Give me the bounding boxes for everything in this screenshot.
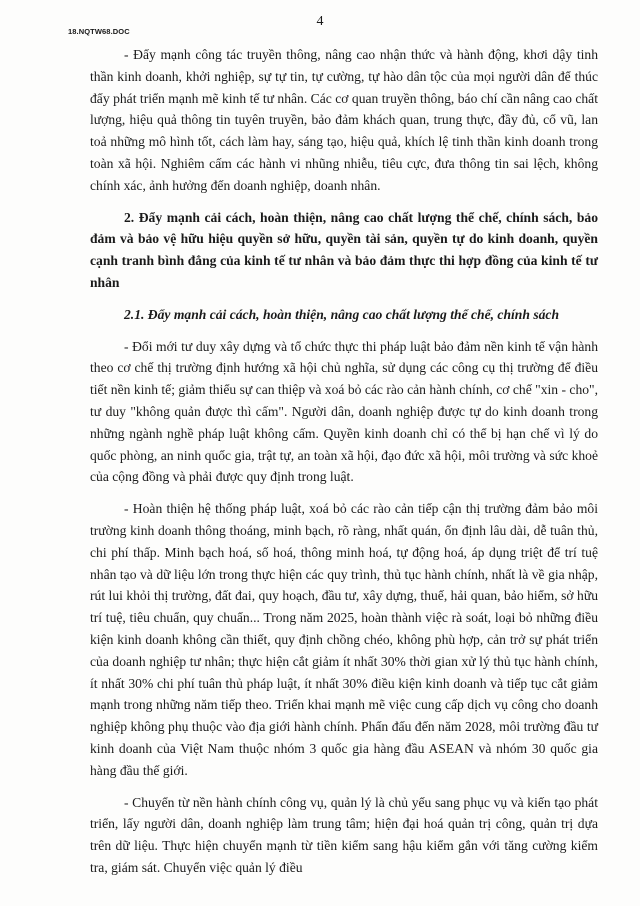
paragraph-communication: - Đẩy mạnh công tác truyền thông, nâng cao nhận thức và hành động, khơi dậy tinh thần kinh doanh, khởi nghiệp, sự tự tin, tự cường, tự hào dân tộc của mọi người dân để thúc đẩy phát triển mạnh mẽ kinh tế tư nhân. Các cơ quan truyền thông, báo chí cần nâng cao chất lượng, hiệu quả thông tin tuyên truyền, bảo đảm khách quan, trung thực, đầy đủ, cổ vũ, lan toả những mô hình tốt, cách làm hay, sáng tạo, hiệu quả, khích lệ tinh thần kinh doanh trong toàn xã hội. Nghiêm cấm các hành vi nhũng nhiễu, tiêu cực, đưa thông tin sai lệch, không chính xác, ảnh hưởng đến doanh nghiệp, doanh nhân. (90, 47, 598, 193)
document-body (90, 44, 598, 879)
paragraph-administration: - Chuyển từ nền hành chính công vụ, quản lý là chủ yếu sang phục vụ và kiến tạo phát triển, lấy người dân, doanh nghiệp làm trung tâm; hiện đại hoá quản trị công, quản trị dựa trên dữ liệu. Thực hiện chuyển mạnh từ tiền kiểm sang hậu kiểm gắn với tăng cường kiểm tra, giám sát. Chuyển việc quản lý điều (90, 794, 598, 875)
subsection-heading-2-1: 2.1. Đẩy mạnh cải cách, hoàn thiện, nâng cao chất lượng thể chế, chính sách (124, 306, 560, 322)
paragraph-legal-thinking: - Đổi mới tư duy xây dựng và tổ chức thực thi pháp luật bảo đảm nền kinh tế vận hành theo cơ chế thị trường định hướng xã hội chủ nghĩa, sử dụng các công cụ thị trường để điều tiết nền kinh tế; giảm thiểu sự can thiệp và xoá bỏ các rào cản hành chính, cơ chế "xin - cho", tư duy "không quản được thì cấm". Người dân, doanh nghiệp được tự do kinh doanh trong những ngành nghề pháp luật không cấm. Quyền kinh doanh chỉ có thể bị hạn chế vì lý do quốc phòng, an ninh quốc gia, trật tự, an toàn xã hội, đạo đức xã hội, môi trường và sức khoẻ của cộng đồng và phải được quy định trong luật. (90, 338, 598, 485)
page-number: 4 (316, 14, 324, 29)
section-heading-2: 2. Đẩy mạnh cải cách, hoàn thiện, nâng cao chất lượng thể chế, chính sách, bảo đảm và bảo vệ hữu hiệu quyền sở hữu, quyền tài sản, quyền tự do kinh doanh, quyền cạnh tranh bình đẳng của kinh tế tư nhân và bảo đảm thực thi hợp đồng của kinh tế tư nhân (90, 209, 598, 290)
document-code: 18.NQTW68.DOC (68, 27, 130, 36)
paragraph-legal-system: - Hoàn thiện hệ thống pháp luật, xoá bỏ các rào cản tiếp cận thị trường đảm bảo môi trường kinh doanh thông thoáng, minh bạch, rõ ràng, nhất quán, ổn định lâu dài, dễ tuân thủ, chi phí thấp. Minh bạch hoá, số hoá, thông minh hoá, tự động hoá, áp dụng triệt để trí tuệ nhân tạo và dữ liệu lớn trong thực hiện các quy trình, thủ tục hành chính, nhất là về gia nhập, rút lui khỏi thị trường, đất đai, quy hoạch, đầu tư, xây dựng, thuế, hải quan, bảo hiểm, sở hữu trí tuệ, tiêu chuẩn, quy chuẩn... Trong năm 2025, hoàn thành việc rà soát, loại bỏ những điều kiện kinh doanh không cần thiết, quy định chồng chéo, không phù hợp, cản trở sự phát triển của doanh nghiệp tư nhân; thực hiện cắt giảm ít nhất 30% thời gian xử lý thủ tục hành chính, ít nhất 30% chi phí tuân thủ pháp luật, ít nhất 30% điều kiện kinh doanh và tiếp tục cắt giảm mạnh trong những năm tiếp theo. Triển khai mạnh mẽ việc cung cấp dịch vụ công cho doanh nghiệp không phụ thuộc vào địa giới hành chính. Phấn đấu đến năm 2028, môi trường đầu tư kinh doanh của Việt Nam thuộc nhóm 3 quốc gia hàng đầu ASEAN và nhóm 30 quốc gia hàng đầu thế giới. (90, 501, 598, 778)
